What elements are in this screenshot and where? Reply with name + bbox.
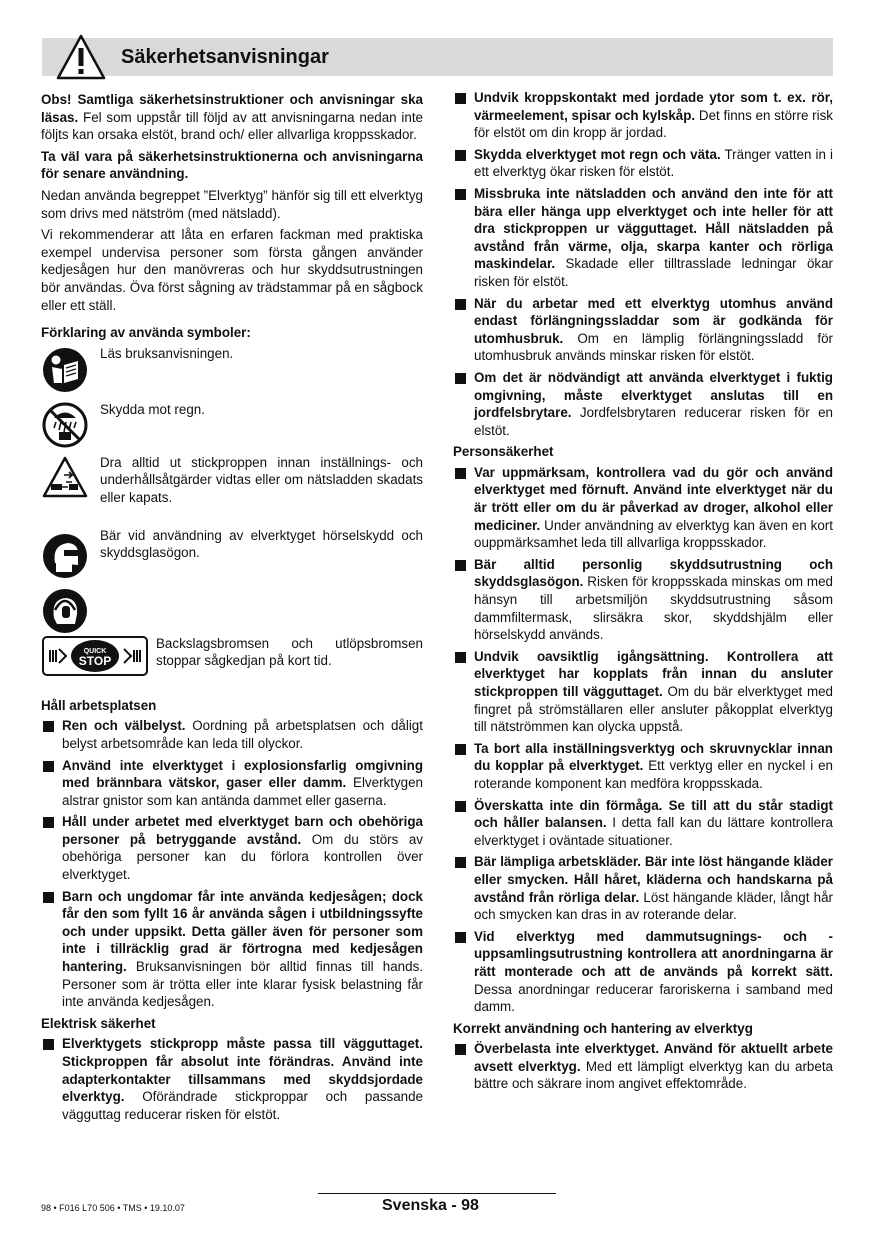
left-column: [41, 91, 423, 1127]
symbol-row: [41, 583, 423, 635]
bullet-item: När du arbetar med ett elverktyg utomhus använd endast förlängningssladdar som är godkända för utomhusbruk. Om en lämplig förlängningssladd för utomhusbruk används minskar risken för elstöt.: [453, 295, 833, 365]
quick-stop-label: QUICK: [83, 647, 107, 655]
symbol-row: [41, 635, 423, 693]
bullet-item: Använd inte elverktyget i explosionsfarlig omgivning med brännbara vätskor, gaser eller damm. Elverktygen alstrar gnistor som kan antända dammet eller gaserna.: [41, 757, 423, 810]
symbol-text: Skydda mot regn.: [100, 401, 205, 417]
bullet-item: Håll under arbetet med elverktyget barn och obehöriga personer på betryggande avstånd. Om du störs av obehöriga personer kan du förlora kontrollen över elverktyget.: [41, 813, 423, 883]
footer-page-number: Svenska - 98: [382, 1197, 479, 1214]
no-rain-icon: [42, 402, 88, 448]
section-heading: Personsäkerhet: [453, 444, 554, 460]
symbol-text: Läs bruksanvisningen.: [100, 345, 234, 361]
bullet-item: Om det är nödvändigt att använda elverktyget i fuktig omgivning, måste elverktyget anslutas till en jordfelsbrytare. Jordfelsbrytaren reducerar risken för en elstöt.: [453, 369, 833, 439]
quick-stop-label: STOP: [78, 653, 112, 668]
intro-paragraph: Vi rekommenderar att låta en erfaren fackman med praktiska exempel undervisa personer som första gången använder kedjesågen hur den manövreras och hur skyddsutrustningen bör användas. Öva först sågning av trädstammar på en sågbock eller ett ställ.: [41, 227, 423, 313]
footer-divider: [318, 1193, 556, 1194]
read-manual-icon: [42, 347, 88, 393]
bullet-item: Ta bort alla inställningsverktyg och skruvnycklar innan du kopplar på elverktyget. Ett verktyg eller en nyckel i en roterande komponent kan medföra kroppsskada.: [453, 740, 833, 793]
bullet-item: Bär lämpliga arbetskläder. Bär inte löst hängande kläder eller smycken. Håll håret, kläderna och handskarna på avstånd från rörliga delar. Löst hängande kläder, långt hår och smycken kan dras in av roterande delar.: [453, 853, 833, 923]
section-heading: Förklaring av använda symboler:: [41, 325, 251, 341]
right-column: [453, 89, 833, 1097]
quick-stop-icon: [42, 636, 148, 676]
bullet-item: Elverktygets stickpropp måste passa till vägguttaget. Stickproppen får absolut inte förändras. Använd inte adapterkontakter tillsammans med skyddsjordade elverktyg. Oförändrade stickproppar och passande vägguttag reducerar risken för elstöt.: [41, 1035, 423, 1123]
bullet-item: Missbruka inte nätsladden och använd den inte för att bära eller hänga upp elverktyget och inte heller för att dra stickproppen ur vägguttaget. Håll nätsladden på avstånd från värme, olja, skarpa kanter och rörliga maskindelar. Skadade eller tilltrasslade ledningar ökar risken för elstöt.: [453, 185, 833, 291]
symbol-row: [41, 527, 423, 583]
symbol-row: [41, 345, 423, 401]
bullet-item: Undvik kroppskontakt med jordade ytor som t. ex. rör, värmeelement, spisar och kylskåp. Det finns en större risk för elstöt om din kropp är jordad.: [453, 89, 833, 142]
bullet-item: Undvik oavsiktlig igångsättning. Kontrollera att elverktyget har kopplats från innan du ansluter stickproppen till vägguttaget. Om du bär elverktyget med fingret på strömställaren eller ansluter påkopplat elverktyg till nätströmmen kan olycka uppstå.: [453, 648, 833, 736]
eye-protection-icon: [42, 533, 88, 579]
intro-paragraph: Nedan använda begreppet ”Elverktyg” hänför sig till ett elverktyg som drivs med nätström (med nätsladd).: [41, 187, 423, 221]
symbol-text: Dra alltid ut stickproppen innan inställnings- och underhållsåtgärder vidtas eller om nätsladden skadats eller kapats.: [100, 454, 423, 505]
symbol-text: Bär vid användning av elverktyget hörselskydd och skyddsglasögon.: [100, 527, 423, 561]
section-heading: Håll arbetsplatsen: [41, 697, 157, 713]
bullet-item: Överbelasta inte elverktyget. Använd för aktuellt arbete avsett elverktyg. Med ett lämpligt elverktyg kan du arbeta bättre och säkrare inom angivet effektområde.: [453, 1040, 833, 1093]
page-title: Säkerhetsanvisningar: [121, 46, 329, 68]
bullet-item: Skydda elverktyget mot regn och väta. Tränger vatten in i ett elverktyg ökar risken för elstöt.: [453, 146, 833, 181]
bullet-item: Vid elverktyg med dammutsugnings- och -uppsamlingsutrustning kontrollera att anordningarna är rätt monterade och att de används på korrekt sätt. Dessa anordningar reducerar faroriskerna i samband med damm.: [453, 928, 833, 1016]
intro-paragraph: Obs! Samtliga säkerhetsinstruktioner och anvisningar ska läsas. Fel som uppstår till följd av att anvisningarna nedan inte följts kan orsaka elstöt, brand och/ eller allvarliga kroppsskador.: [41, 92, 423, 143]
unplug-warning-icon: [42, 456, 88, 498]
bullet-item: Var uppmärksam, kontrollera vad du gör och använd elverktyget med förnuft. Använd inte elverktyget när du är trött eller om du är påverkad av droger, alkohol eller mediciner. Under användning av elverktyg kan även en kort ouppmärksamhet leda till allvarliga kroppsskador.: [453, 464, 833, 552]
bullet-item: Barn och ungdomar får inte använda kedjesågen; dock får den som fyllt 16 år använda sågen i utbildningssyfte och under uppsikt. Detta gäller även för personer som inte i tillräcklig grad är förtrogna med kedjesågen hantering. Bruksanvisningen bör alltid finnas till hands. Personer som är trötta eller inte klarar fysisk belastning får inte använda kedjesågen.: [41, 888, 423, 1011]
symbol-row: [41, 454, 423, 527]
bullet-item: Bär alltid personlig skyddsutrustning och skyddsglasögon. Risken för kroppsskada minskas om med hänsyn till arbetsmiljön skyddsutrustning såsom dammfiltermask, slirsäkra skor, skyddshjälm eller hörselskydd används.: [453, 556, 833, 644]
symbol-text: Backslagsbromsen och utlöpsbromsen stoppar sågkedjan på kort tid.: [156, 635, 423, 669]
intro-paragraph: Ta väl vara på säkerhetsinstruktionerna och anvisningarna för senare användning.: [41, 148, 423, 182]
symbol-row: [41, 401, 423, 454]
section-heading: Korrekt användning och hantering av elverktyg: [453, 1020, 753, 1036]
warning-triangle-icon: [55, 33, 107, 81]
bullet-item: Överskatta inte din förmåga. Se till att du står stadigt och håller balansen. I detta fall kan du lättare kontrollera elverktyget i oväntade situationer.: [453, 797, 833, 850]
footer-doc-code: 98 • F016 L70 506 • TMS • 19.10.07: [41, 1203, 185, 1213]
bullet-item: Ren och välbelyst. Oordning på arbetsplatsen och dåligt belyst arbetsområde kan leda till olyckor.: [41, 717, 423, 752]
hearing-protection-icon: [42, 588, 88, 634]
section-heading: Elektrisk säkerhet: [41, 1015, 156, 1031]
